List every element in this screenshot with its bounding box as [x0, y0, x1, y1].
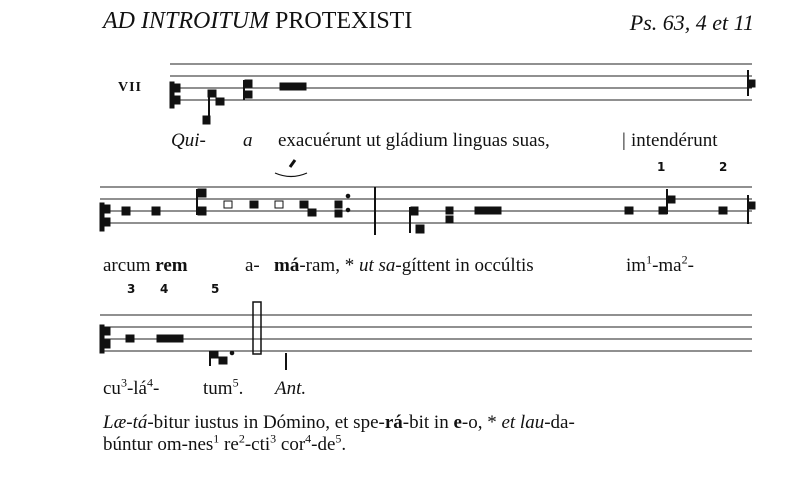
superscript: 5	[232, 375, 239, 390]
verse-fragment: rá	[384, 412, 403, 433]
superscript: 3	[120, 375, 127, 390]
superscript: 2	[238, 431, 245, 446]
syllable: im	[626, 255, 647, 276]
lyric-line-2	[103, 255, 188, 277]
verse-fragment: -bit in	[402, 412, 454, 433]
double-bar	[253, 302, 261, 354]
lyric-line-1	[171, 130, 206, 152]
clef-1	[170, 82, 174, 108]
episema-marker: 1	[657, 160, 666, 174]
syllable: a	[243, 130, 253, 151]
syllable: -lá	[126, 378, 147, 399]
syllable: exacuérunt ut gládium linguas suas,	[278, 130, 550, 151]
verse-fragment: -de	[311, 434, 336, 455]
syllable: sa	[378, 255, 396, 276]
verse-fragment: Læ-tá	[103, 412, 148, 433]
syllable: a-	[245, 255, 260, 276]
mode-number: VII	[118, 80, 143, 95]
syllable: cu	[103, 378, 121, 399]
syllable: -ram,	[299, 255, 340, 276]
clef-3	[100, 325, 104, 353]
title-part-1: AD INTROITUM	[103, 8, 269, 34]
title-part-2: PROTEXISTI	[275, 8, 413, 34]
superscript: 2	[681, 252, 688, 267]
syllable: |	[622, 130, 626, 151]
verse-fragment: .	[341, 434, 347, 455]
syllable: tum	[203, 378, 233, 399]
syllable: ut	[358, 255, 374, 276]
syllable-group	[626, 252, 694, 277]
superscript: 4	[146, 375, 153, 390]
superscript: 4	[305, 431, 312, 446]
syllable-group	[274, 255, 534, 277]
staff-3-neumes	[100, 302, 286, 370]
syllable-group: tum$^5$.	[203, 375, 244, 399]
verse-fragment: búntur om-nes	[103, 434, 214, 455]
antiphon-marker: Ant.	[275, 378, 307, 399]
syllable: má	[274, 255, 300, 276]
verse-fragment: re	[219, 434, 239, 455]
verse-fragment: -o, *	[461, 412, 502, 433]
staff-1-neumes	[170, 70, 755, 124]
psalm-reference: Ps. 63, 4 et 11	[629, 10, 754, 35]
verse-fragment: et lau	[501, 412, 545, 433]
syllable: -gíttent in occúltis	[395, 255, 534, 276]
syllable: arcum	[103, 255, 151, 276]
verse-fragment: -da-	[544, 412, 575, 433]
syllable: intendérunt	[631, 130, 718, 151]
lyric-line-3	[103, 375, 160, 400]
hyphen: -	[152, 378, 160, 399]
verse-fragment: -cti	[244, 434, 271, 455]
hyphen: -	[687, 255, 694, 276]
psalm-verse	[103, 412, 575, 456]
superscript: 1	[646, 252, 653, 267]
verse-fragment: e	[453, 412, 462, 433]
episema-marker: 2	[719, 160, 728, 174]
superscript: 5	[335, 431, 342, 446]
verse-fragment: cor	[276, 434, 306, 455]
verse-line-2	[103, 431, 575, 456]
verse-fragment: -bitur iustus in Dómino, et spe-	[147, 412, 385, 433]
episema-marker: 5	[211, 282, 220, 296]
episema-marker: 3	[127, 282, 136, 296]
syllable: -ma	[652, 255, 682, 276]
episema-marker: 4	[160, 282, 169, 296]
asterisk: *	[344, 255, 355, 276]
superscript: 3	[270, 431, 277, 446]
clef-2	[100, 203, 104, 231]
syllable: rem	[155, 255, 188, 276]
superscript: 1	[213, 431, 220, 446]
syllable: Qui-	[171, 130, 206, 151]
